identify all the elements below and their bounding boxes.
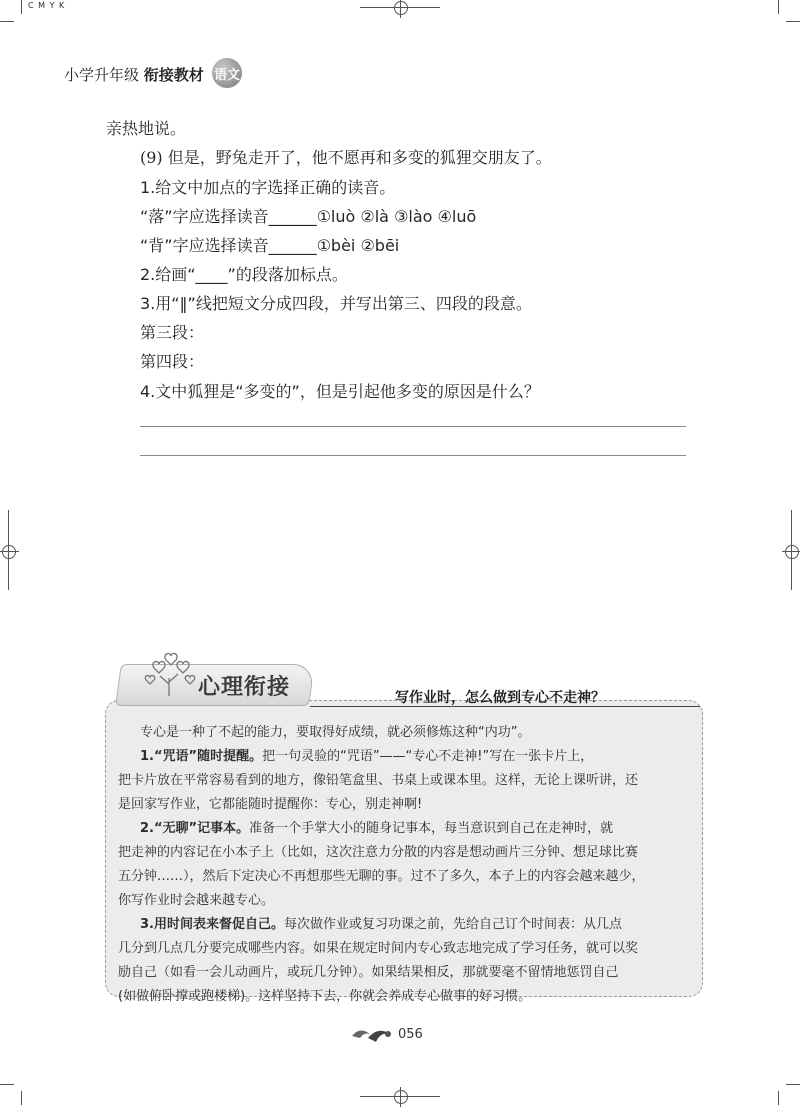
answer-line <box>140 426 686 427</box>
crop-mark <box>786 21 800 22</box>
tip-1-line: 1.“咒语”随时提醒。把一句灵验的“咒语”——“专心不走神!”写在一张卡片上， <box>140 749 594 764</box>
section-question: 写作业时，怎么做到专心不走神？ <box>395 690 605 706</box>
tip-2-line: 把走神的内容记在小本子上（比如，这次注意力分散的内容是想动画片三分钟、想足球比赛 <box>118 845 639 860</box>
question-3: 3.用“‖”线把短文分成四段，并写出第三、四段的段意。 <box>140 294 532 313</box>
question-1: 1.给文中加点的字选择正确的读音。 <box>140 178 396 197</box>
tip-1-title: 1.“咒语”随时提醒。 <box>140 749 263 764</box>
crop-mark <box>21 0 22 14</box>
crop-mark <box>21 1091 22 1105</box>
registration-mark-icon <box>394 1 408 15</box>
crop-mark <box>786 1084 800 1085</box>
registration-mark-icon <box>785 545 799 559</box>
cmyk-label: C M Y K <box>28 1 66 10</box>
section-title: 心理衔接 <box>198 675 291 700</box>
question-4: 4.文中狐狸是“多变的”，但是引起他多变的原因是什么？ <box>140 382 540 401</box>
text-line: (9) 但是，野兔走开了，他不愿再和多变的狐狸交朋友了。 <box>140 148 552 167</box>
page-header <box>64 64 204 85</box>
heart-tree-icon <box>140 650 198 698</box>
question-3b: 第四段： <box>140 352 205 371</box>
tip-3-line: (如做俯卧撑或跑楼梯)。这样坚持下去，你就会养成专心做事的好习惯。 <box>118 989 532 1004</box>
question-2: 2.给画“____”的段落加标点。 <box>140 265 348 284</box>
tip-3-title: 3.用时间表来督促自己。 <box>140 917 284 932</box>
text-line: 亲热地说。 <box>106 119 187 138</box>
answer-line <box>140 455 686 456</box>
tip-3-line: 励自己（如看一会儿动画片，或玩几分钟）。如果结果相反，那就要毫不留情地惩罚自己 <box>118 965 619 980</box>
header-title-bold: 衔接教材 <box>143 66 204 84</box>
crop-mark <box>0 1084 14 1085</box>
tip-1-line: 把卡片放在平常容易看到的地方，像铅笔盒里、书桌上或课本里。这样，无论上课听讲，还 <box>118 773 639 788</box>
crop-mark <box>778 1091 779 1105</box>
question-3a: 第三段： <box>140 323 205 342</box>
tip-3-line: 几分到几点几分要完成哪些内容。如果在规定时间内专心致志地完成了学习任务，就可以奖 <box>118 941 639 956</box>
section-intro: 专心是一种了不起的能力，要取得好成绩，就必须修炼这种“内功”。 <box>140 725 531 740</box>
section-question-underline <box>310 706 700 707</box>
tip-2-title: 2.“无聊”记事本。 <box>140 821 250 836</box>
page-ornament-icon <box>350 1024 394 1044</box>
page-number: 056 <box>398 1027 423 1042</box>
question-1b: “背”字应选择读音______①bèi ②bēi <box>140 236 400 255</box>
tip-2-line: 五分钟……），然后下定决心不再想那些无聊的事。过不了多久，本子上的内容会越来越少， <box>118 869 645 884</box>
subject-badge: 语文 <box>212 58 242 88</box>
registration-mark-icon <box>2 545 16 559</box>
question-1a: “落”字应选择读音______①luò ②là ③lào ④luō <box>140 207 477 226</box>
tip-2-line: 你写作业时会越来越专心。 <box>118 893 275 908</box>
crop-mark <box>0 21 14 22</box>
tip-3-line: 3.用时间表来督促自己。每次做作业或复习功课之前，先给自己订个时间表：从几点 <box>140 917 622 932</box>
header-title: 小学升年级 <box>64 66 144 84</box>
crop-mark <box>778 0 779 14</box>
tip-1-line: 是回家写作业，它都能随时提醒你：专心，别走神啊! <box>118 797 423 812</box>
registration-mark-icon <box>394 1090 408 1104</box>
tip-2-line: 2.“无聊”记事本。准备一个手掌大小的随身记事本，每当意识到自己在走神时，就 <box>140 821 614 836</box>
